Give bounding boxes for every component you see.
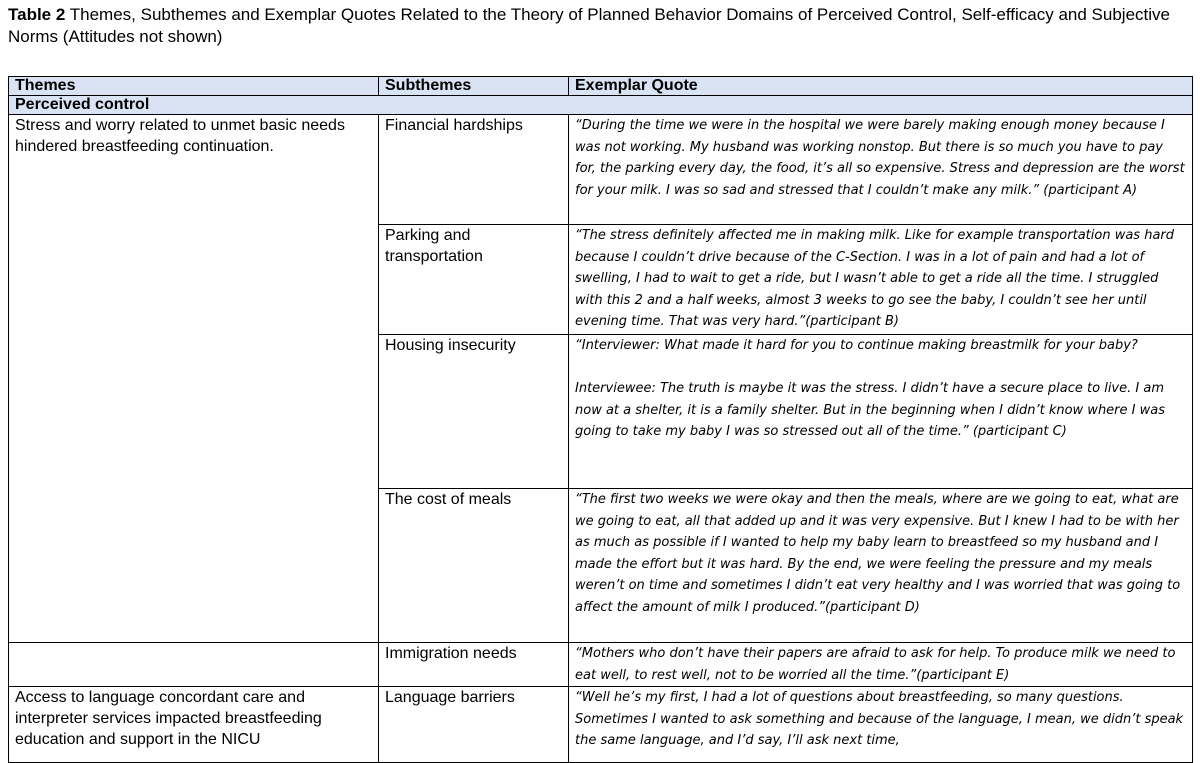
table-caption: [8, 4, 1188, 48]
subtheme-cell: Language barriers: [379, 687, 569, 763]
themes-table: [8, 76, 1193, 763]
quote-cell: “Mothers who don’t have their papers are afraid to ask for help. To produce milk we need to eat well, to rest well, not to be worried all the time.”(participant E): [569, 643, 1193, 687]
table-label: Table 2: [8, 5, 66, 24]
table-row: [9, 643, 1193, 687]
header-exemplar-quote: Exemplar Quote: [569, 77, 1193, 96]
quote-interviewee: Interviewee: The truth is maybe it was the stress. I didn’t have a secure place to live. I am now at a shelter, it is a family shelter. But in the beginning when I didn’t know where I was going to take my baby I was so stressed out all of the time.” (participant C): [575, 381, 1165, 440]
quote-cell: “Well he’s my first, I had a lot of questions about breastfeeding, so many questions. Sometimes I wanted to ask something and because of the language, I mean, we didn’t speak the same language, and I’d say, I’ll ask next time,: [569, 687, 1193, 763]
subtheme-cell: Housing insecurity: [379, 335, 569, 489]
subtheme-cell: Parking and transportation: [379, 225, 569, 335]
table-row: [9, 687, 1193, 763]
header-subthemes: Subthemes: [379, 77, 569, 96]
quote-cell: [569, 335, 1193, 489]
table-title: Themes, Subthemes and Exemplar Quotes Related to the Theory of Planned Behavior Domains of Perceived Control, Self-efficacy and Subjective Norms (Attitudes not shown): [8, 5, 1170, 46]
header-themes: Themes: [9, 77, 379, 96]
section-perceived-control: Perceived control: [9, 96, 1193, 115]
subtheme-cell: The cost of meals: [379, 489, 569, 643]
section-row: [9, 96, 1193, 115]
quote-interviewer: “Interviewer: What made it hard for you to continue making breastmilk for your baby?: [575, 338, 1138, 353]
theme-empty: [9, 643, 379, 687]
quote-cell: “The stress definitely affected me in making milk. Like for example transportation was hard because I couldn’t drive because of the C-Section. I was in a lot of pain and had a lot of swelling, I had to wait to get a ride, but I wasn’t able to get a ride all the time. I struggled with this 2 and a half weeks, almost 3 weeks to go see the baby, I couldn’t see her until evening time. That was very hard.”(participant B): [569, 225, 1193, 335]
theme-language-access: Access to language concordant care and interpreter services impacted breastfeeding education and support in the NICU: [9, 687, 379, 763]
table-row: [9, 115, 1193, 225]
subtheme-cell: Immigration needs: [379, 643, 569, 687]
theme-stress-worry: Stress and worry related to unmet basic needs hindered breastfeeding continuation.: [9, 115, 379, 643]
header-row: [9, 77, 1193, 96]
quote-cell: “The first two weeks we were okay and then the meals, where are we going to eat, what are we going to eat, all that added up and it was very expensive. But I knew I had to be with her as much as possible if I wanted to help my baby learn to breastfeed so my husband and I made the effort but it was hard. By the end, we were feeling the pressure and my meals weren’t on time and sometimes I didn’t eat very healthy and I was worried that was going to affect the amount of milk I produced.”(participant D): [569, 489, 1193, 643]
quote-cell: “During the time we were in the hospital we were barely making enough money because I was not working. My husband was working nonstop. But there is so much you have to pay for, the parking every day, the food, it’s all so expensive. Stress and depression are the worst for your milk. I was so sad and stressed that I couldn’t make any milk.” (participant A): [569, 115, 1193, 225]
subtheme-cell: Financial hardships: [379, 115, 569, 225]
